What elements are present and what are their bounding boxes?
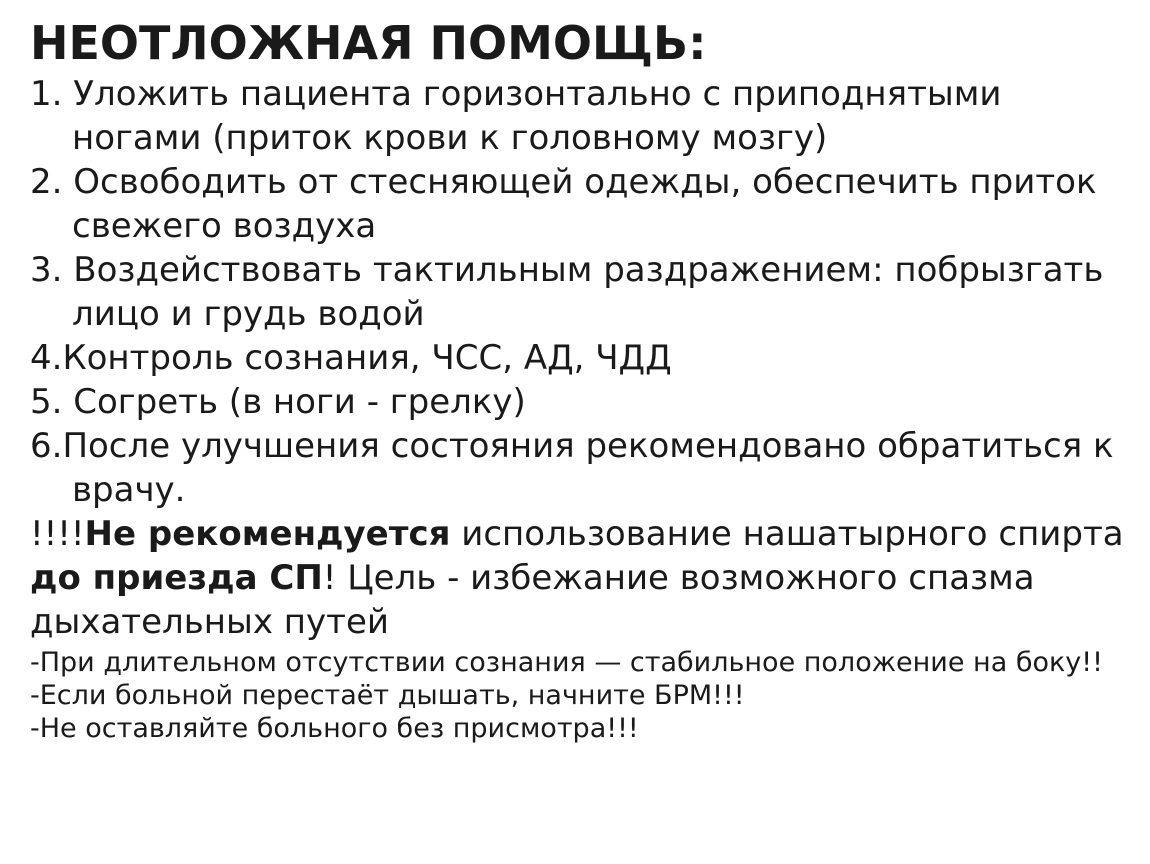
step-item-5: 5. Согреть (в ноги - грелку) bbox=[30, 382, 526, 422]
warning-suffix: ! Цель - избежание возможного спазма дыхательных путей bbox=[30, 558, 1035, 642]
step-item-2: 2. Освободить от стесняющей одежды, обеспечить приток свежего воздуха bbox=[30, 162, 1097, 246]
page-title: НЕОТЛОЖНАЯ ПОМОЩЬ: bbox=[30, 16, 707, 70]
slide bbox=[30, 14, 1130, 745]
step-item-6: 6.После улучшения состояния рекомендовано обратиться к врачу. bbox=[30, 426, 1114, 510]
note-item-3: -Не оставляйте больного без присмотра!!! bbox=[30, 713, 639, 744]
warning-bold-until-arrival: до приезда СП bbox=[30, 558, 323, 598]
warning-mid: использование нашатырного спирта bbox=[450, 514, 1124, 554]
warning-prefix: !!!! bbox=[30, 514, 85, 554]
step-item-4: 4.Контроль сознания, ЧСС, АД, ЧДД bbox=[30, 338, 672, 378]
step-item-3: 3. Воздействовать тактильным раздражением: побрызгать лицо и грудь водой bbox=[30, 250, 1104, 334]
note-item-2: -Если больной перестаёт дышать, начните БРМ!!! bbox=[30, 680, 745, 711]
notes-list bbox=[30, 646, 1130, 745]
warning-bold-not-recommended: Не рекомендуется bbox=[84, 514, 451, 554]
warning-paragraph bbox=[30, 512, 1130, 644]
steps-list bbox=[30, 72, 1130, 512]
step-item-1: 1. Уложить пациента горизонтально с приподнятыми ногами (приток крови к головному мозгу) bbox=[30, 74, 1002, 158]
note-item-1: -При длительном отсутствии сознания — стабильное положение на боку!! bbox=[30, 647, 1103, 678]
